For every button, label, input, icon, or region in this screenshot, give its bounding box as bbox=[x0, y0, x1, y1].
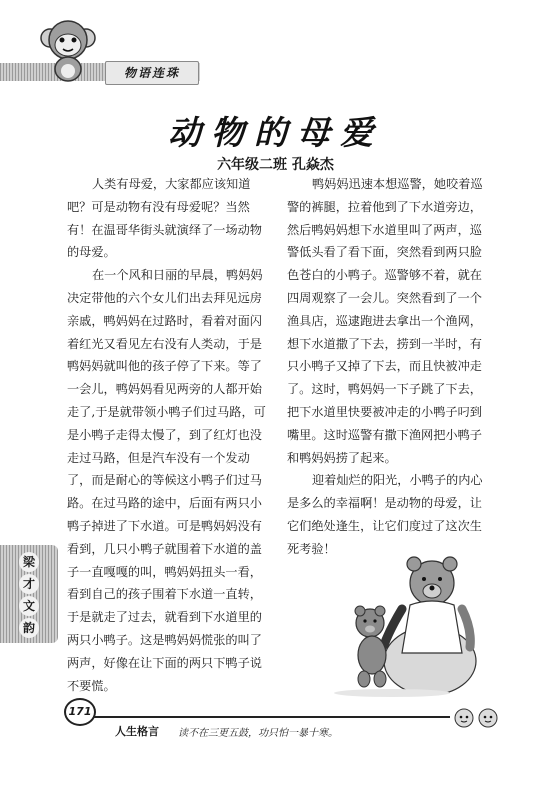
text-line: 是小鸭子走得太慢了，到了红灯也没 bbox=[67, 427, 262, 442]
text-line: 子一直嘎嘎的叫，鸭妈妈扭头一看， bbox=[67, 564, 262, 579]
text-line: 警的裤腿，拉着他到了下水道旁边， bbox=[287, 199, 482, 214]
text-line: 决定带他的六个女儿们出去拜见远房 bbox=[67, 290, 262, 305]
text-line: 了。这时，鸭妈妈一下子跳了下去， bbox=[287, 382, 482, 397]
side-tab-char: 才 bbox=[19, 574, 39, 594]
text-line: 把下水道里快要被冲走的小鸭子叼到 bbox=[287, 404, 482, 419]
text-line: 是多么的幸福啊！是动物的母爱，让 bbox=[287, 496, 482, 511]
text-line: 色苍白的小鸭子。巡警够不着，就在 bbox=[287, 268, 482, 283]
text-line: 吧？可是动物有没有母爱呢？当然 bbox=[67, 199, 250, 214]
side-tab-label bbox=[15, 550, 43, 640]
side-tab-char: 梁 bbox=[19, 552, 39, 572]
article-column-left bbox=[67, 173, 272, 697]
text-line: 然后鸭妈妈想下水道里叫了两声，巡 bbox=[287, 222, 482, 237]
text-line: 有！在温哥华街头就演绎了一场动物 bbox=[67, 222, 262, 237]
text-line: 看到自己的孩子围着下水道一直转， bbox=[67, 587, 262, 602]
quote-text: 读不在三更五鼓，功只怕一暴十寒。 bbox=[178, 728, 338, 739]
text-line: 着红光又看见左右没有人类动，于是 bbox=[67, 336, 262, 351]
text-line: 了，而是耐心的等候这小鸭子们过马 bbox=[67, 473, 262, 488]
text-line: 走了,于是就带领小鸭子们过马路，可 bbox=[67, 404, 266, 419]
text-line: 鸭子掉进了下水道。可是鸭妈妈没有 bbox=[67, 518, 262, 533]
text-line: 只小鸭子又掉了下去，而且快被冲走 bbox=[287, 359, 482, 374]
text-line: 鸭妈妈就叫他的孩子停了下来。等了 bbox=[67, 359, 262, 374]
text-line: 在一个风和日丽的早晨，鸭妈妈 bbox=[92, 268, 263, 283]
text-line: 鸭妈妈迅速本想巡警，她咬着巡 bbox=[312, 177, 483, 191]
side-tab-char: 韵 bbox=[19, 618, 39, 638]
quote-label: 人生格言 bbox=[115, 725, 159, 738]
text-line: 渔具店，巡逮跑进去拿出一个渔网， bbox=[287, 313, 482, 328]
text-line: 一会儿，鸭妈妈看见两旁的人都开始 bbox=[67, 382, 262, 397]
text-line: 看到，几只小鸭子就围着下水道的盖 bbox=[67, 541, 262, 556]
text-line: 警低头看了看下面，突然看到两只脸 bbox=[287, 245, 482, 260]
text-line: 人类有母爱，大家都应该知道 bbox=[92, 177, 251, 191]
article-byline: 六年级二班 孔焱杰 bbox=[217, 157, 334, 173]
text-line: 走过马路，但是汽车没有一个发动 bbox=[67, 450, 250, 465]
twin-kids-icon bbox=[452, 707, 500, 729]
text-line: 的母爱。 bbox=[67, 245, 116, 260]
side-tab-char: 文 bbox=[19, 596, 39, 616]
page-number: 171 bbox=[64, 698, 96, 726]
text-line: 四周观察了一会儿。突然看到了一个 bbox=[287, 290, 482, 305]
article-column-right bbox=[287, 173, 492, 561]
section-tag: 物语连珠 bbox=[105, 61, 199, 85]
article-title: 动物的母爱 bbox=[168, 113, 383, 152]
text-line: 于是就走了过去，就看到下水道里的 bbox=[67, 610, 262, 625]
text-line: 嘴里。这时巡警有撒下渔网把小鸭子 bbox=[287, 427, 482, 442]
bear-mother-cub-illustration bbox=[332, 549, 492, 699]
text-line: 和鸭妈妈捞了起来。 bbox=[287, 450, 397, 465]
text-line: 迎着灿烂的阳光，小鸭子的内心 bbox=[312, 473, 483, 488]
monkey-mascot-icon bbox=[36, 14, 100, 84]
text-line: 路。在过马路的途中，后面有两只小 bbox=[67, 496, 262, 511]
text-line: 想下水道撒了下去，捞到一半时，有 bbox=[287, 336, 482, 351]
text-line: 两只小鸭子。这是鸭妈妈慌张的叫了 bbox=[67, 632, 262, 647]
footer-rule bbox=[80, 716, 450, 718]
text-line: 它们绝处逢生，让它们度过了这次生 bbox=[287, 518, 482, 533]
text-line: 死考验！ bbox=[287, 541, 336, 556]
text-line: 亲戚，鸭妈妈在过路时，看着对面闪 bbox=[67, 313, 262, 328]
text-line: 不要慌。 bbox=[67, 678, 116, 693]
text-line: 两声，好像在让下面的两只下鸭子说 bbox=[67, 655, 262, 670]
